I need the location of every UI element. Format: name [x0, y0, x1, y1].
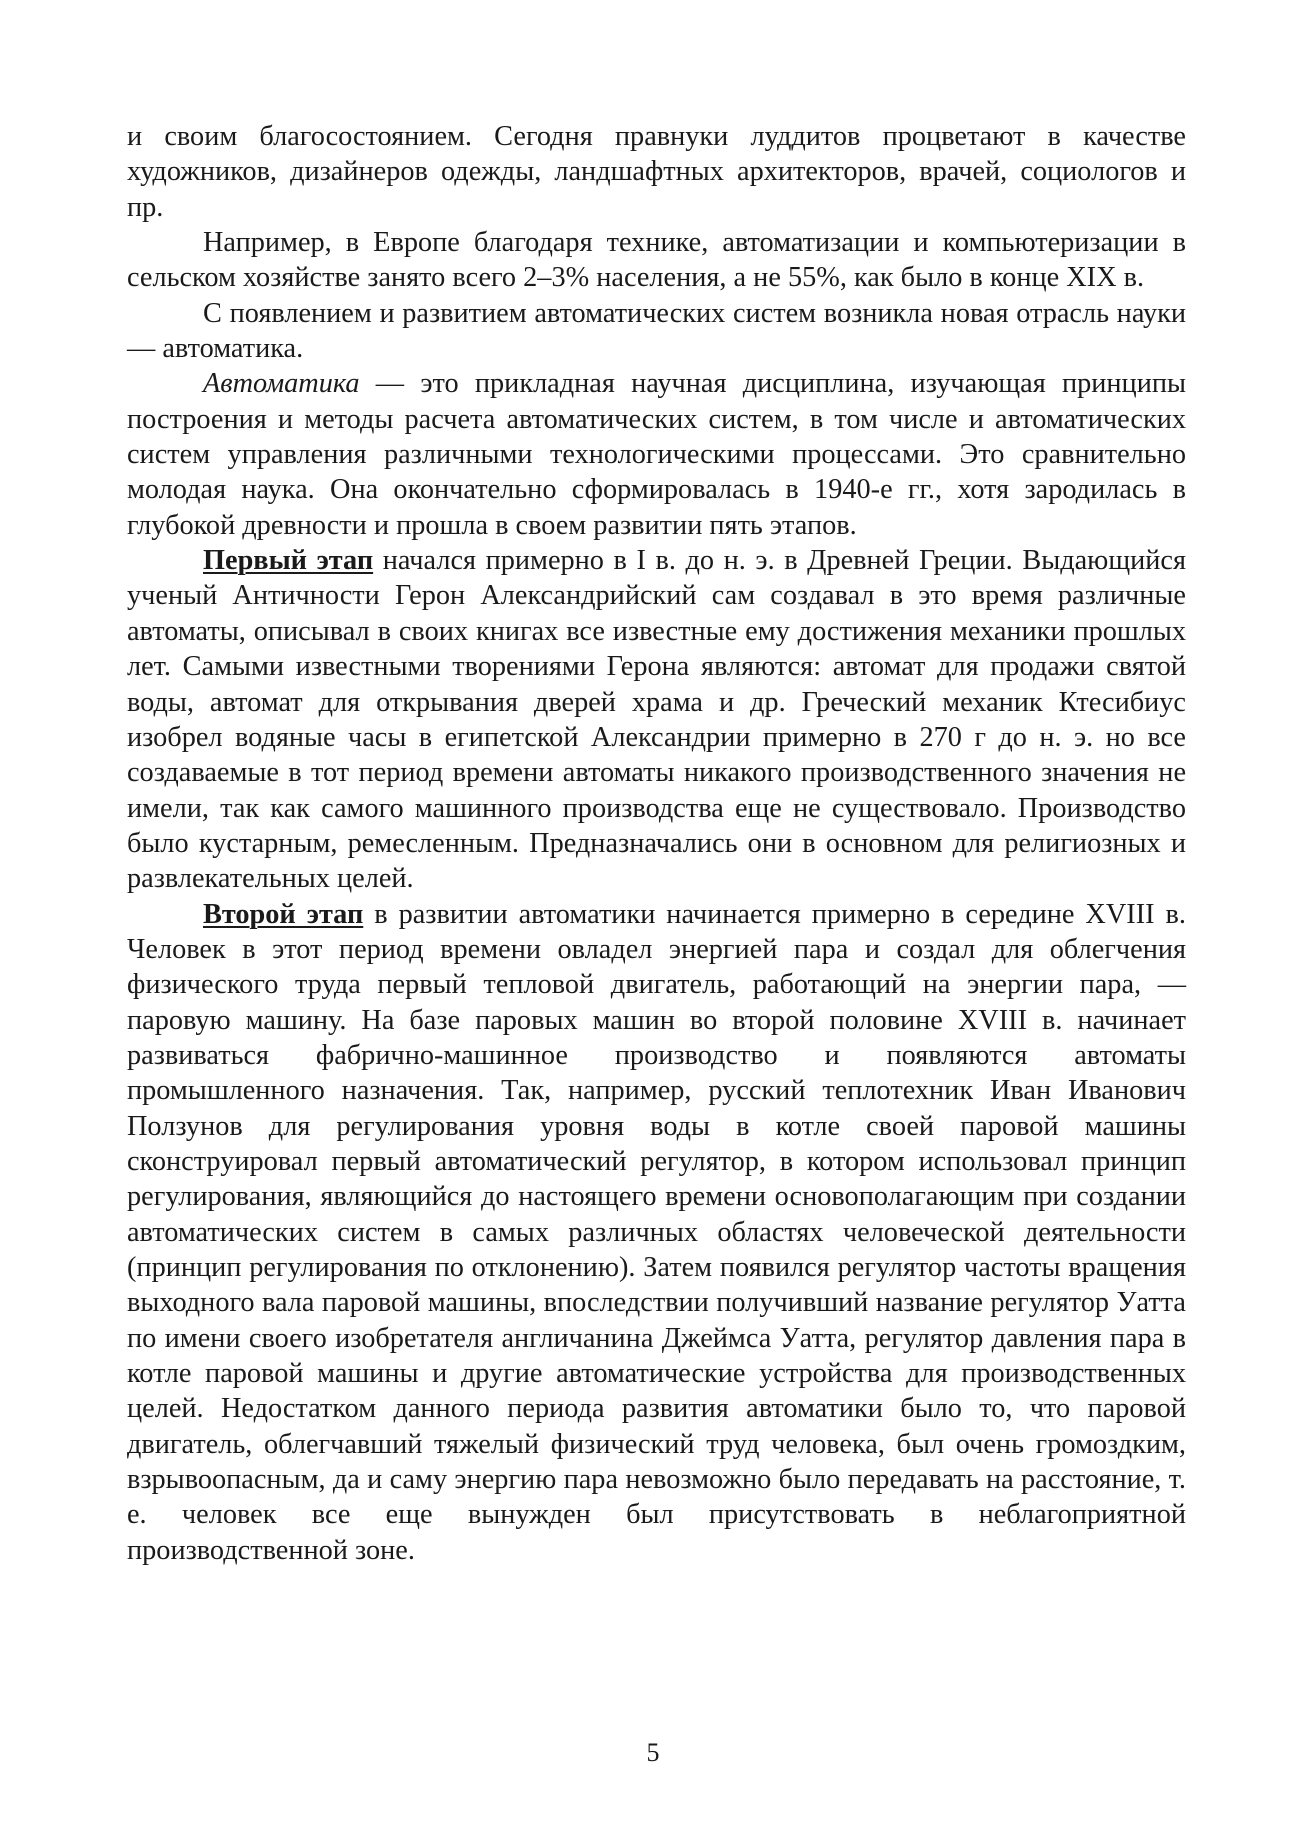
term-first-stage: Первый этап — [203, 545, 374, 577]
paragraph-3: С появлением и развитием автоматических систем возникла новая отрасль науки — автоматика. — [127, 297, 1186, 365]
paragraph-1: и своим благосостоянием. Сегодня правнуки луддитов процветают в качестве художников, дизайнеров одежды, ландшафтных архитекторов, врачей, социологов и пр. — [127, 121, 1186, 223]
paragraph-6 — [127, 897, 1186, 1569]
paragraph-2: Например, в Европе благодаря технике, автоматизации и компьютеризации в сельском хозяйстве занято всего 2–3% населения, а не 55%, как было в конце XIX в. — [127, 227, 1186, 294]
paragraph-4 — [127, 366, 1186, 543]
term-second-stage: Второй этап — [203, 898, 364, 930]
paragraph-6-text: в развитии автоматики начинается примерно в середине XVIII в. Человек в этот период времени овладел энергией пара и создал для облегчения физического труда первый тепловой двигатель, работающий на энергии пара, — паровую машину. На базе паровых машин во второй половине XVIII в. начинает развиваться фабрично-машинное производство и появляются автоматы промышленного назначения. Так, например, русский теплотехник Иван Иванович Ползунов для регулирования уровня воды в котле своей паровой машины сконструировал первый автоматический регулятор, в котором использовал принцип регулирования, являющийся до настоящего времени основополагающим при создании автоматических систем в самых различных областях человеческой деятельности (принцип регулирования по отклонению). Затем появился регулятор частоты вращения выходного вала паровой машины, впоследствии получивший название регулятор Уатта по имени своего изобретателя англичанина Джеймса Уатта, регулятор давления пара в котле паровой машины и другие автоматические устройства для производственных целей. Недостатком данного периода развития автоматики было то, что паровой двигатель, облегчавший тяжелый физический труд человека, был очень громоздким, взрывоопасным, да и саму энергию пара невозможно было передавать на расстояние, т. е. человек все еще вынужден был присутствовать в неблагоприятной производственной зоне. — [127, 898, 1186, 1566]
paragraph-5 — [127, 543, 1186, 896]
page-number: 5 — [646, 1738, 660, 1767]
paragraph-5-text: начался примерно в I в. до н. э. в Древней Греции. Выдающийся ученый Античности Герон Александрийский сам создавал в это время различные автоматы, описывал в своих книгах все известные ему достижения механики прошлых лет. Самыми известными творениями Герона являются: автомат для продажи святой воды, автомат для открывания дверей храма и др. Греческий механик Ктесибиус изобрел водяные часы в египетской Александрии примерно в 270 г до н. э. но все создаваемые в тот период времени автоматы никакого производственного значения не имели, так как самого машинного производства еще не существовало. Производство было кустарным, ремесленным. Предназначались они в основном для религиозных и развлекательных целей. — [127, 545, 1186, 895]
term-avtomatika: Автоматика — [203, 368, 360, 400]
paragraph-4-text: — это прикладная научная дисциплина, изучающая принципы построения и методы расчета автоматических систем, в том числе и автоматических систем управления различными технологическими процессами. Это сравнительно молодая наука. Она окончательно сформировалась в 1940-е гг., хотя зародилась в глубокой древности и прошла в своем развитии пять этапов. — [127, 368, 1186, 541]
